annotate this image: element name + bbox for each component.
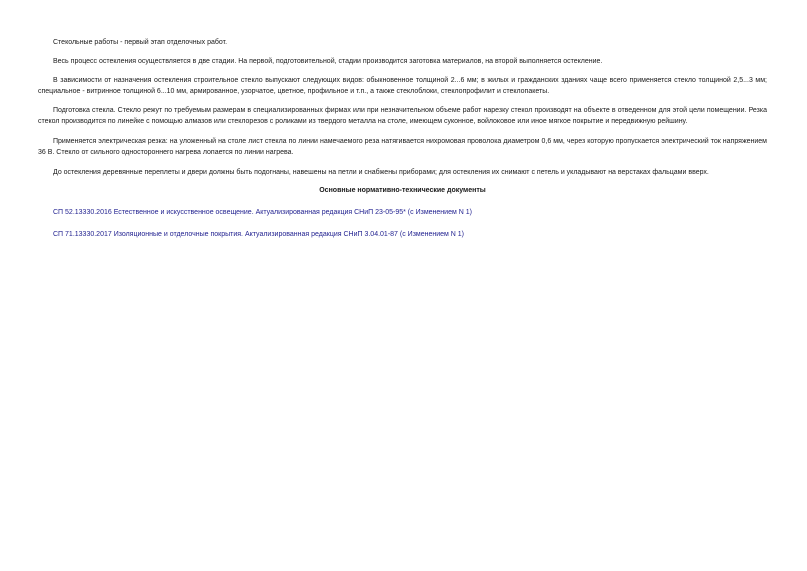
paragraph-frames: До остекления деревянные переплеты и двери должны быть подогнаны, навешены на петли и снабжены приборами; для остекления их снимают с петель и укладывают на верстаках фальцами вверх. [53,169,709,176]
paragraph-glass-preparation: Подготовка стекла. Стекло режут по требуемым размерам в специализированных фирмах или при незначительном объеме работ нарезку стекол производят на объекте в отведенном для этой цели помещении. Резка стекол производится по линейке с помощью алмазов или стеклорезов с роликами из твердого металла на столе, имеющем суконное, войлоковое или иное мягкое покрытие и передвижную рейшину. [38,107,767,125]
paragraph-glass-types: В зависимости от назначения остекления строительное стекло выпускают следующих видов: обыкновенное толщиной 2...6 мм; в жилых и гражданских зданиях чаще всего применяется стекло толщиной 2,5...3 мм; специальное - витринное толщиной 6...10 мм, армированное, узорчатое, цветное, профильное и т.п., а также стеклоблоки, стеклопрофилит и стеклопакеты. [38,77,767,95]
section-heading: Основные нормативно-технические документы [319,187,486,194]
document-link-sp52[interactable]: СП 52.13330.2016 Естественное и искусственное освещение. Актуализированная редакция СНиП 23-05-95* (с Изменением N 1) [53,209,472,216]
document-body [38,37,767,251]
paragraph-intro: Стекольные работы - первый этап отделочных работ. [53,39,228,46]
paragraph-electric-cutting: Применяется электрическая резка: на уложенный на столе лист стекла по линии намечаемого реза натягивается нихромовая проволока диаметром 0,6 мм, через которую пропускается электрический ток напряжением 36 В. Стекло от сильного одностороннего нагрева лопается по линии нагрева. [38,138,767,156]
document-link-sp71[interactable]: СП 71.13330.2017 Изоляционные и отделочные покрытия. Актуализированная редакция СНиП 3.04.01-87 (с Изменением N 1) [53,231,465,238]
paragraph-stages: Весь процесс остекления осуществляется в две стадии. На первой, подготовительной, стадии производится заготовка материалов, на второй выполняется остекление. [53,58,603,65]
